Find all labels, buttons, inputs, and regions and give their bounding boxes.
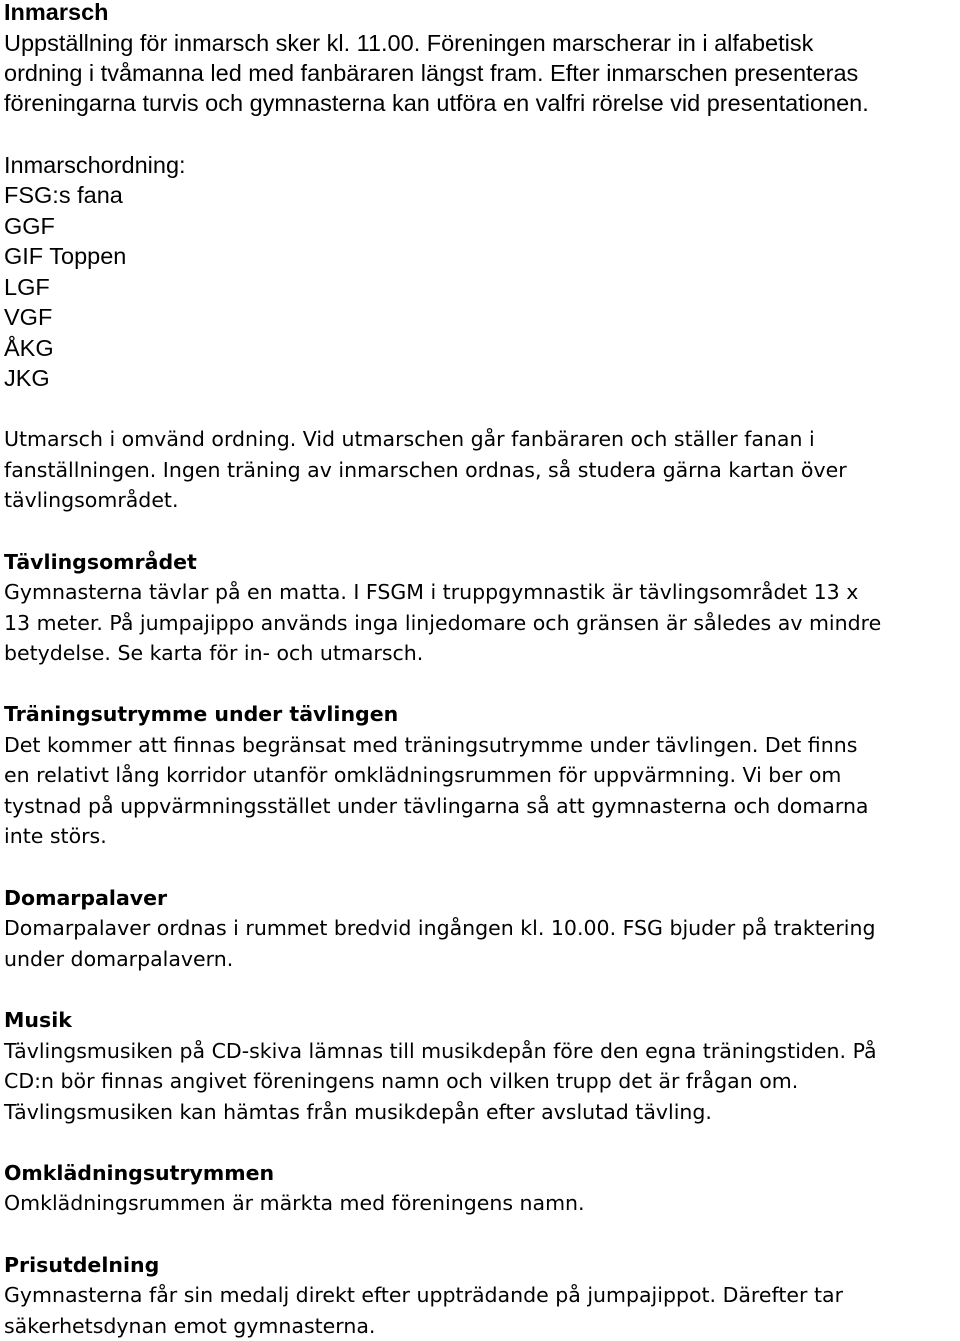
paragraph-line: Tävlingsmusiken kan hämtas från musikdepån efter avslutad tävling. xyxy=(4,1100,712,1124)
list-item: ÅKG xyxy=(4,335,54,361)
list-item: JKG xyxy=(4,365,50,391)
paragraph-line: CD:n bör finnas angivet föreningens namn och vilken trupp det är frågan om. xyxy=(4,1069,799,1093)
paragraph-line: Gymnasterna tävlar på en matta. I FSGM i truppgymnastik är tävlingsområdet 13 x xyxy=(4,580,859,604)
list-item: FSG:s fana xyxy=(4,182,123,208)
paragraph-line: Domarpalaver ordnas i rummet bredvid ingången kl. 10.00. FSG bjuder på traktering xyxy=(4,916,876,940)
paragraph-line: föreningarna turvis och gymnasterna kan utföra en valfri rörelse vid presentationen. xyxy=(4,90,869,116)
paragraph-line: Utmarsch i omvänd ordning. Vid utmarschen går fanbäraren och ställer fanan i xyxy=(4,427,815,451)
paragraph-line: betydelse. Se karta för in- och utmarsch. xyxy=(4,641,424,665)
paragraph-line: fanställningen. Ingen träning av inmarschen ordnas, så studera gärna kartan över xyxy=(4,458,847,482)
paragraph-line: Gymnasterna får sin medalj direkt efter uppträdande på jumpajippot. Därefter tar xyxy=(4,1283,843,1307)
paragraph-line: ordning i tvåmanna led med fanbäraren längst fram. Efter inmarschen presenteras xyxy=(4,60,859,86)
list-item: LGF xyxy=(4,274,50,300)
list-item: GIF Toppen xyxy=(4,243,127,269)
section-heading: Inmarsch xyxy=(4,0,109,25)
order-title: Inmarschordning: xyxy=(4,152,186,178)
paragraph-line: tystnad på uppvärmningsstället under tävlingarna så att gymnasterna och domarna xyxy=(4,794,869,818)
paragraph-line: Det kommer att finnas begränsat med träningsutrymme under tävlingen. Det finns xyxy=(4,733,858,757)
paragraph-line: Tävlingsmusiken på CD-skiva lämnas till musikdepån före den egna träningstiden. På xyxy=(4,1039,877,1063)
paragraph-line: Uppställning för inmarsch sker kl. 11.00. Föreningen marscherar in i alfabetisk xyxy=(4,30,814,56)
paragraph-line: säkerhetsdynan emot gymnasterna. xyxy=(4,1314,376,1338)
section-heading: Prisutdelning xyxy=(4,1253,160,1277)
list-item: VGF xyxy=(4,304,53,330)
section-heading: Musik xyxy=(4,1008,72,1032)
section-heading: Omklädningsutrymmen xyxy=(4,1161,275,1185)
section-heading: Tävlingsområdet xyxy=(4,550,197,574)
paragraph-line: inte störs. xyxy=(4,824,107,848)
paragraph-line: en relativt lång korridor utanför omklädningsrummen för uppvärmning. Vi ber om xyxy=(4,763,842,787)
list-item: GGF xyxy=(4,213,55,239)
paragraph-line: tävlingsområdet. xyxy=(4,488,179,512)
paragraph-line: under domarpalavern. xyxy=(4,947,234,971)
section-heading: Domarpalaver xyxy=(4,886,168,910)
section-heading: Träningsutrymme under tävlingen xyxy=(4,702,399,726)
paragraph-line: 13 meter. På jumpajippo används inga linjedomare och gränsen är således av mindre xyxy=(4,611,882,635)
paragraph-line: Omklädningsrummen är märkta med föreningens namn. xyxy=(4,1191,585,1215)
